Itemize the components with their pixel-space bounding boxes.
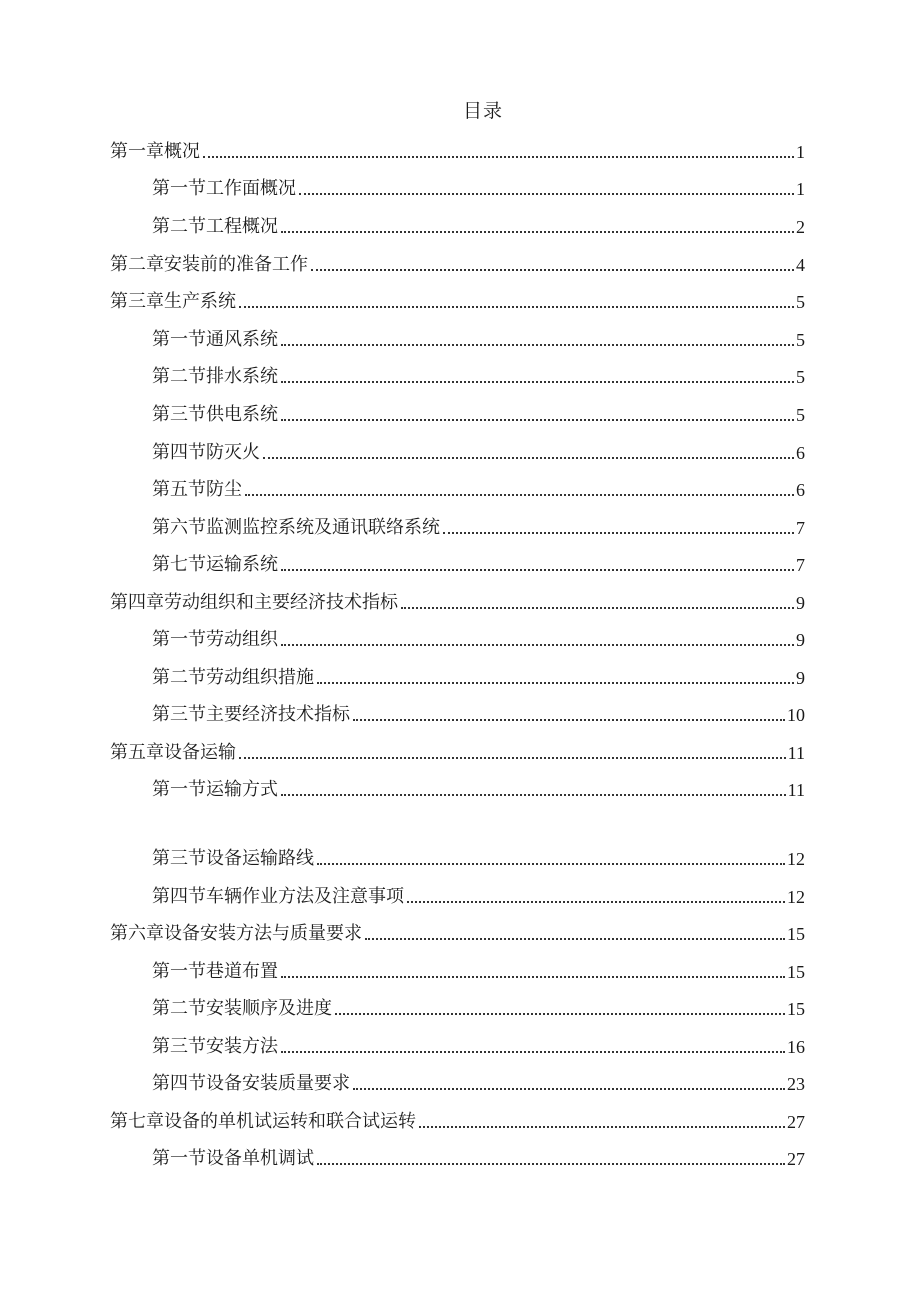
toc-leader-dots: [335, 1013, 785, 1015]
toc-entry[interactable]: [0, 507, 920, 544]
toc-leader-dots: [263, 457, 794, 459]
toc-entry-label: 第六节监测监控系统及通讯联络系统: [152, 517, 440, 538]
toc-entry-label: 第四章劳动组织和主要经济技术指标: [110, 592, 398, 613]
toc-entry-page: 6: [796, 443, 805, 463]
toc-leader-dots: [239, 757, 786, 759]
toc-leader-dots: [401, 607, 794, 609]
toc-entry[interactable]: [0, 582, 920, 619]
toc-leader-dots: [299, 193, 794, 195]
toc-entry[interactable]: [0, 244, 920, 281]
toc-entry-page: 15: [787, 999, 805, 1019]
toc-entry-page: 5: [796, 367, 805, 387]
toc-entry[interactable]: [0, 281, 920, 318]
toc-entry-page: 1: [796, 179, 805, 199]
toc-entry-page: 9: [796, 593, 805, 613]
toc-leader-dots: [419, 1126, 785, 1128]
toc-leader-dots: [317, 1163, 785, 1165]
toc-entry-label: 第三节供电系统: [152, 404, 278, 425]
toc-title: 目录: [462, 100, 503, 122]
toc-entry-label: 第一节工作面概况: [152, 178, 296, 199]
toc-entry-page: 12: [787, 849, 805, 869]
toc-entry[interactable]: [0, 732, 920, 769]
toc-leader-dots: [281, 1051, 785, 1053]
toc-entry-label: 第七章设备的单机试运转和联合试运转: [110, 1111, 416, 1132]
toc-leader-dots: [245, 494, 794, 496]
toc-entry-page: 27: [787, 1112, 805, 1132]
toc-entry[interactable]: [0, 694, 920, 731]
toc-entry-page: 7: [796, 555, 805, 575]
toc-entry-label: 第三节主要经济技术指标: [152, 704, 350, 725]
toc-entry[interactable]: [0, 319, 920, 356]
toc-entry-label: 第四节防灭火: [152, 442, 260, 463]
toc-entry[interactable]: [0, 913, 920, 950]
toc-entry[interactable]: [0, 206, 920, 243]
toc-leader-dots: [353, 719, 785, 721]
toc-entry-label: 第三节安装方法: [152, 1036, 278, 1057]
toc-entry-page: 16: [787, 1037, 805, 1057]
toc-entry[interactable]: [0, 657, 920, 694]
toc-entry-label: 第一章概况: [110, 141, 200, 162]
toc-entry-label: 第一节劳动组织: [152, 629, 278, 650]
toc-entry[interactable]: [0, 1063, 920, 1100]
toc-entry-label: 第七节运输系统: [152, 554, 278, 575]
toc-entry-page: 11: [787, 780, 805, 800]
toc-entry-label: 第一节巷道布置: [152, 961, 278, 982]
toc-leader-dots: [281, 976, 785, 978]
toc-entry[interactable]: [0, 544, 920, 581]
toc-entry-page: 5: [796, 292, 805, 312]
toc-entry-label: 第五章设备运输: [110, 742, 236, 763]
toc-entry-page: 9: [796, 668, 805, 688]
toc-entry[interactable]: [0, 168, 920, 205]
toc-entry-label: 第二节排水系统: [152, 366, 278, 387]
toc-entry-page: 9: [796, 630, 805, 650]
toc-leader-dots: [281, 794, 786, 796]
toc-entry-label: 第二节劳动组织措施: [152, 667, 314, 688]
toc-entry-label: 第四节车辆作业方法及注意事项: [152, 886, 404, 907]
toc-leader-dots: [443, 532, 794, 534]
toc-leader-dots: [365, 938, 785, 940]
toc-entry-label: 第二节安装顺序及进度: [152, 998, 332, 1019]
toc-entry[interactable]: [0, 131, 920, 168]
toc-leader-dots: [281, 644, 794, 646]
toc-leader-dots: [311, 269, 794, 271]
toc-entry-label: 第一节通风系统: [152, 329, 278, 350]
toc-entry-page: 5: [796, 405, 805, 425]
toc-leader-dots: [203, 156, 794, 158]
toc-leader-dots: [407, 901, 785, 903]
toc-entry-page: 1: [796, 142, 805, 162]
toc-entry[interactable]: [0, 1101, 920, 1138]
toc-entry-label: 第二节工程概况: [152, 216, 278, 237]
toc-entry-label: 第二章安装前的准备工作: [110, 254, 308, 275]
toc-entry-page: 4: [796, 255, 805, 275]
toc-entry-page: 10: [787, 705, 805, 725]
toc-entry[interactable]: [0, 1026, 920, 1063]
toc-entry-page: 2: [796, 217, 805, 237]
toc-leader-dots: [281, 569, 794, 571]
toc-entry-page: 7: [796, 518, 805, 538]
toc-leader-dots: [281, 231, 794, 233]
toc-entry-label: 第六章设备安装方法与质量要求: [110, 923, 362, 944]
toc-entry-label: 第三节设备运输路线: [152, 848, 314, 869]
toc-entry-page: 6: [796, 480, 805, 500]
toc-entry[interactable]: [0, 951, 920, 988]
toc-leader-dots: [281, 381, 794, 383]
toc-entry-label: 第三章生产系统: [110, 291, 236, 312]
toc-entry[interactable]: [0, 619, 920, 656]
toc-entry-page: 27: [787, 1149, 805, 1169]
toc-entry[interactable]: [0, 432, 920, 469]
toc-entry[interactable]: [0, 394, 920, 431]
toc-entry[interactable]: [0, 838, 920, 875]
toc-leader-dots: [239, 306, 794, 308]
toc-entry[interactable]: [0, 1138, 920, 1175]
toc-entry-page: 15: [787, 924, 805, 944]
toc-entry-label: 第一节运输方式: [152, 779, 278, 800]
toc-entry[interactable]: [0, 769, 920, 806]
toc-leader-dots: [317, 682, 794, 684]
toc-entry[interactable]: [0, 356, 920, 393]
toc-entry-page: 11: [787, 743, 805, 763]
toc-entry[interactable]: [0, 988, 920, 1025]
toc-entry-label: 第五节防尘: [152, 479, 242, 500]
toc-entry[interactable]: [0, 469, 920, 506]
toc-leader-dots: [281, 344, 794, 346]
toc-entry-page: 12: [787, 887, 805, 907]
toc-entry[interactable]: [0, 876, 920, 913]
toc-leader-dots: [353, 1088, 785, 1090]
toc-entry-label: 第一节设备单机调试: [152, 1148, 314, 1169]
toc-entry-page: 23: [787, 1074, 805, 1094]
toc-entry-label: 第四节设备安装质量要求: [152, 1073, 350, 1094]
toc-leader-dots: [281, 419, 794, 421]
toc-entry-page: 15: [787, 962, 805, 982]
toc-entry-page: 5: [796, 330, 805, 350]
toc-leader-dots: [317, 863, 785, 865]
